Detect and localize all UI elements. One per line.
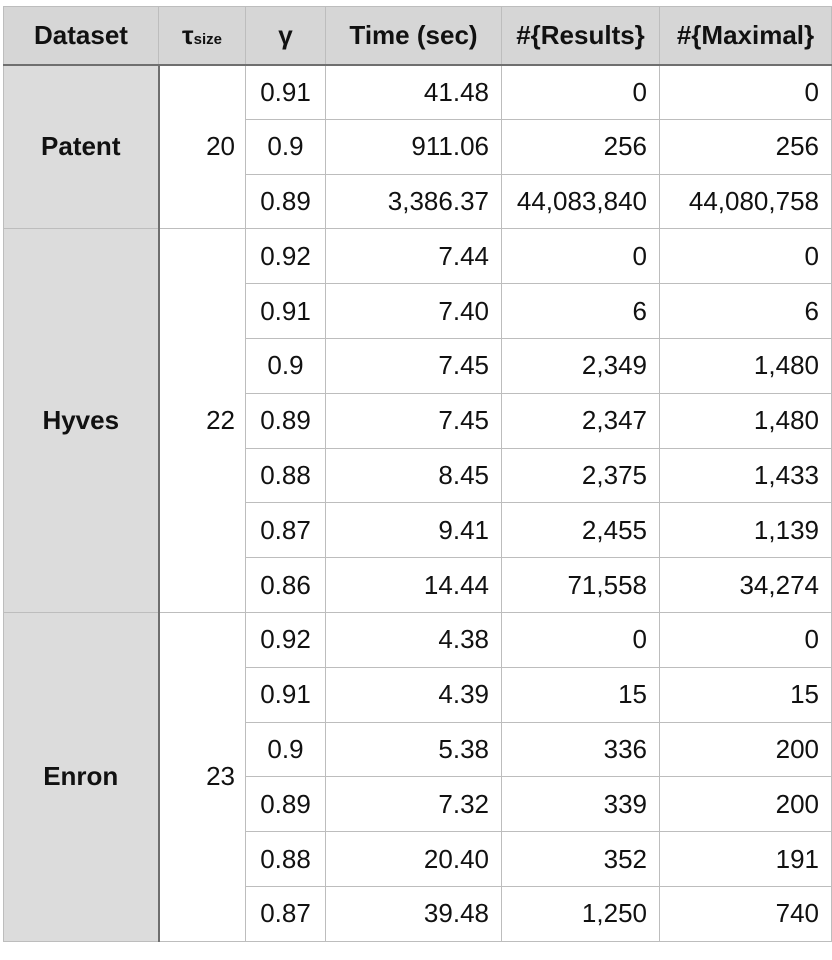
header-row — [4, 7, 832, 65]
maximal-cell: 15 — [660, 667, 832, 722]
tau-cell: 20 — [159, 65, 246, 229]
gamma-cell: 0.86 — [246, 558, 326, 613]
tau-cell: 23 — [159, 612, 246, 941]
gamma-cell: 0.87 — [246, 886, 326, 941]
dataset-cell: Patent — [4, 65, 159, 229]
gamma-cell: 0.89 — [246, 174, 326, 229]
time-cell: 20.40 — [326, 832, 502, 887]
gamma-cell: 0.9 — [246, 722, 326, 777]
dataset-cell: Enron — [4, 612, 159, 941]
gamma-cell: 0.92 — [246, 229, 326, 284]
time-cell: 39.48 — [326, 886, 502, 941]
time-cell: 41.48 — [326, 65, 502, 120]
results-cell: 2,347 — [502, 393, 660, 448]
maximal-cell: 0 — [660, 65, 832, 120]
results-cell: 44,083,840 — [502, 174, 660, 229]
tau-cell: 22 — [159, 229, 246, 613]
maximal-cell: 256 — [660, 119, 832, 174]
maximal-cell: 1,433 — [660, 448, 832, 503]
time-cell: 4.38 — [326, 612, 502, 667]
results-table — [3, 6, 832, 942]
time-cell: 5.38 — [326, 722, 502, 777]
results-cell: 15 — [502, 667, 660, 722]
results-cell: 336 — [502, 722, 660, 777]
maximal-cell: 6 — [660, 284, 832, 339]
header-maximal: #{Maximal} — [660, 7, 832, 65]
header-gamma: γ — [246, 7, 326, 65]
group-patent — [4, 65, 832, 229]
time-cell: 911.06 — [326, 119, 502, 174]
results-cell: 339 — [502, 777, 660, 832]
results-cell: 2,455 — [502, 503, 660, 558]
gamma-cell: 0.88 — [246, 832, 326, 887]
table-row — [4, 229, 832, 284]
maximal-cell: 0 — [660, 229, 832, 284]
gamma-cell: 0.9 — [246, 119, 326, 174]
group-hyves — [4, 229, 832, 613]
gamma-cell: 0.89 — [246, 393, 326, 448]
time-cell: 3,386.37 — [326, 174, 502, 229]
gamma-cell: 0.91 — [246, 667, 326, 722]
dataset-cell: Hyves — [4, 229, 159, 613]
gamma-cell: 0.87 — [246, 503, 326, 558]
tau-symbol: τ — [182, 19, 194, 50]
header-dataset: Dataset — [4, 7, 159, 65]
results-cell: 0 — [502, 65, 660, 120]
maximal-cell: 1,139 — [660, 503, 832, 558]
gamma-cell: 0.91 — [246, 65, 326, 120]
header-time: Time (sec) — [326, 7, 502, 65]
maximal-cell: 44,080,758 — [660, 174, 832, 229]
maximal-cell: 0 — [660, 612, 832, 667]
table-row — [4, 612, 832, 667]
results-cell: 0 — [502, 612, 660, 667]
results-cell: 2,375 — [502, 448, 660, 503]
results-cell: 1,250 — [502, 886, 660, 941]
gamma-cell: 0.91 — [246, 284, 326, 339]
maximal-cell: 200 — [660, 722, 832, 777]
header-tau-size — [159, 7, 246, 65]
results-cell: 6 — [502, 284, 660, 339]
gamma-cell: 0.88 — [246, 448, 326, 503]
maximal-cell: 740 — [660, 886, 832, 941]
results-cell: 352 — [502, 832, 660, 887]
gamma-cell: 0.89 — [246, 777, 326, 832]
time-cell: 7.44 — [326, 229, 502, 284]
table-row — [4, 65, 832, 120]
time-cell: 4.39 — [326, 667, 502, 722]
gamma-cell: 0.92 — [246, 612, 326, 667]
maximal-cell: 200 — [660, 777, 832, 832]
maximal-cell: 191 — [660, 832, 832, 887]
results-cell: 256 — [502, 119, 660, 174]
time-cell: 7.32 — [326, 777, 502, 832]
results-cell: 0 — [502, 229, 660, 284]
time-cell: 9.41 — [326, 503, 502, 558]
time-cell: 8.45 — [326, 448, 502, 503]
header-results: #{Results} — [502, 7, 660, 65]
maximal-cell: 1,480 — [660, 338, 832, 393]
maximal-cell: 34,274 — [660, 558, 832, 613]
gamma-cell: 0.9 — [246, 338, 326, 393]
time-cell: 14.44 — [326, 558, 502, 613]
tau-subscript: size — [193, 30, 222, 48]
time-cell: 7.45 — [326, 338, 502, 393]
group-enron — [4, 612, 832, 941]
maximal-cell: 1,480 — [660, 393, 832, 448]
results-cell: 71,558 — [502, 558, 660, 613]
time-cell: 7.45 — [326, 393, 502, 448]
results-cell: 2,349 — [502, 338, 660, 393]
time-cell: 7.40 — [326, 284, 502, 339]
